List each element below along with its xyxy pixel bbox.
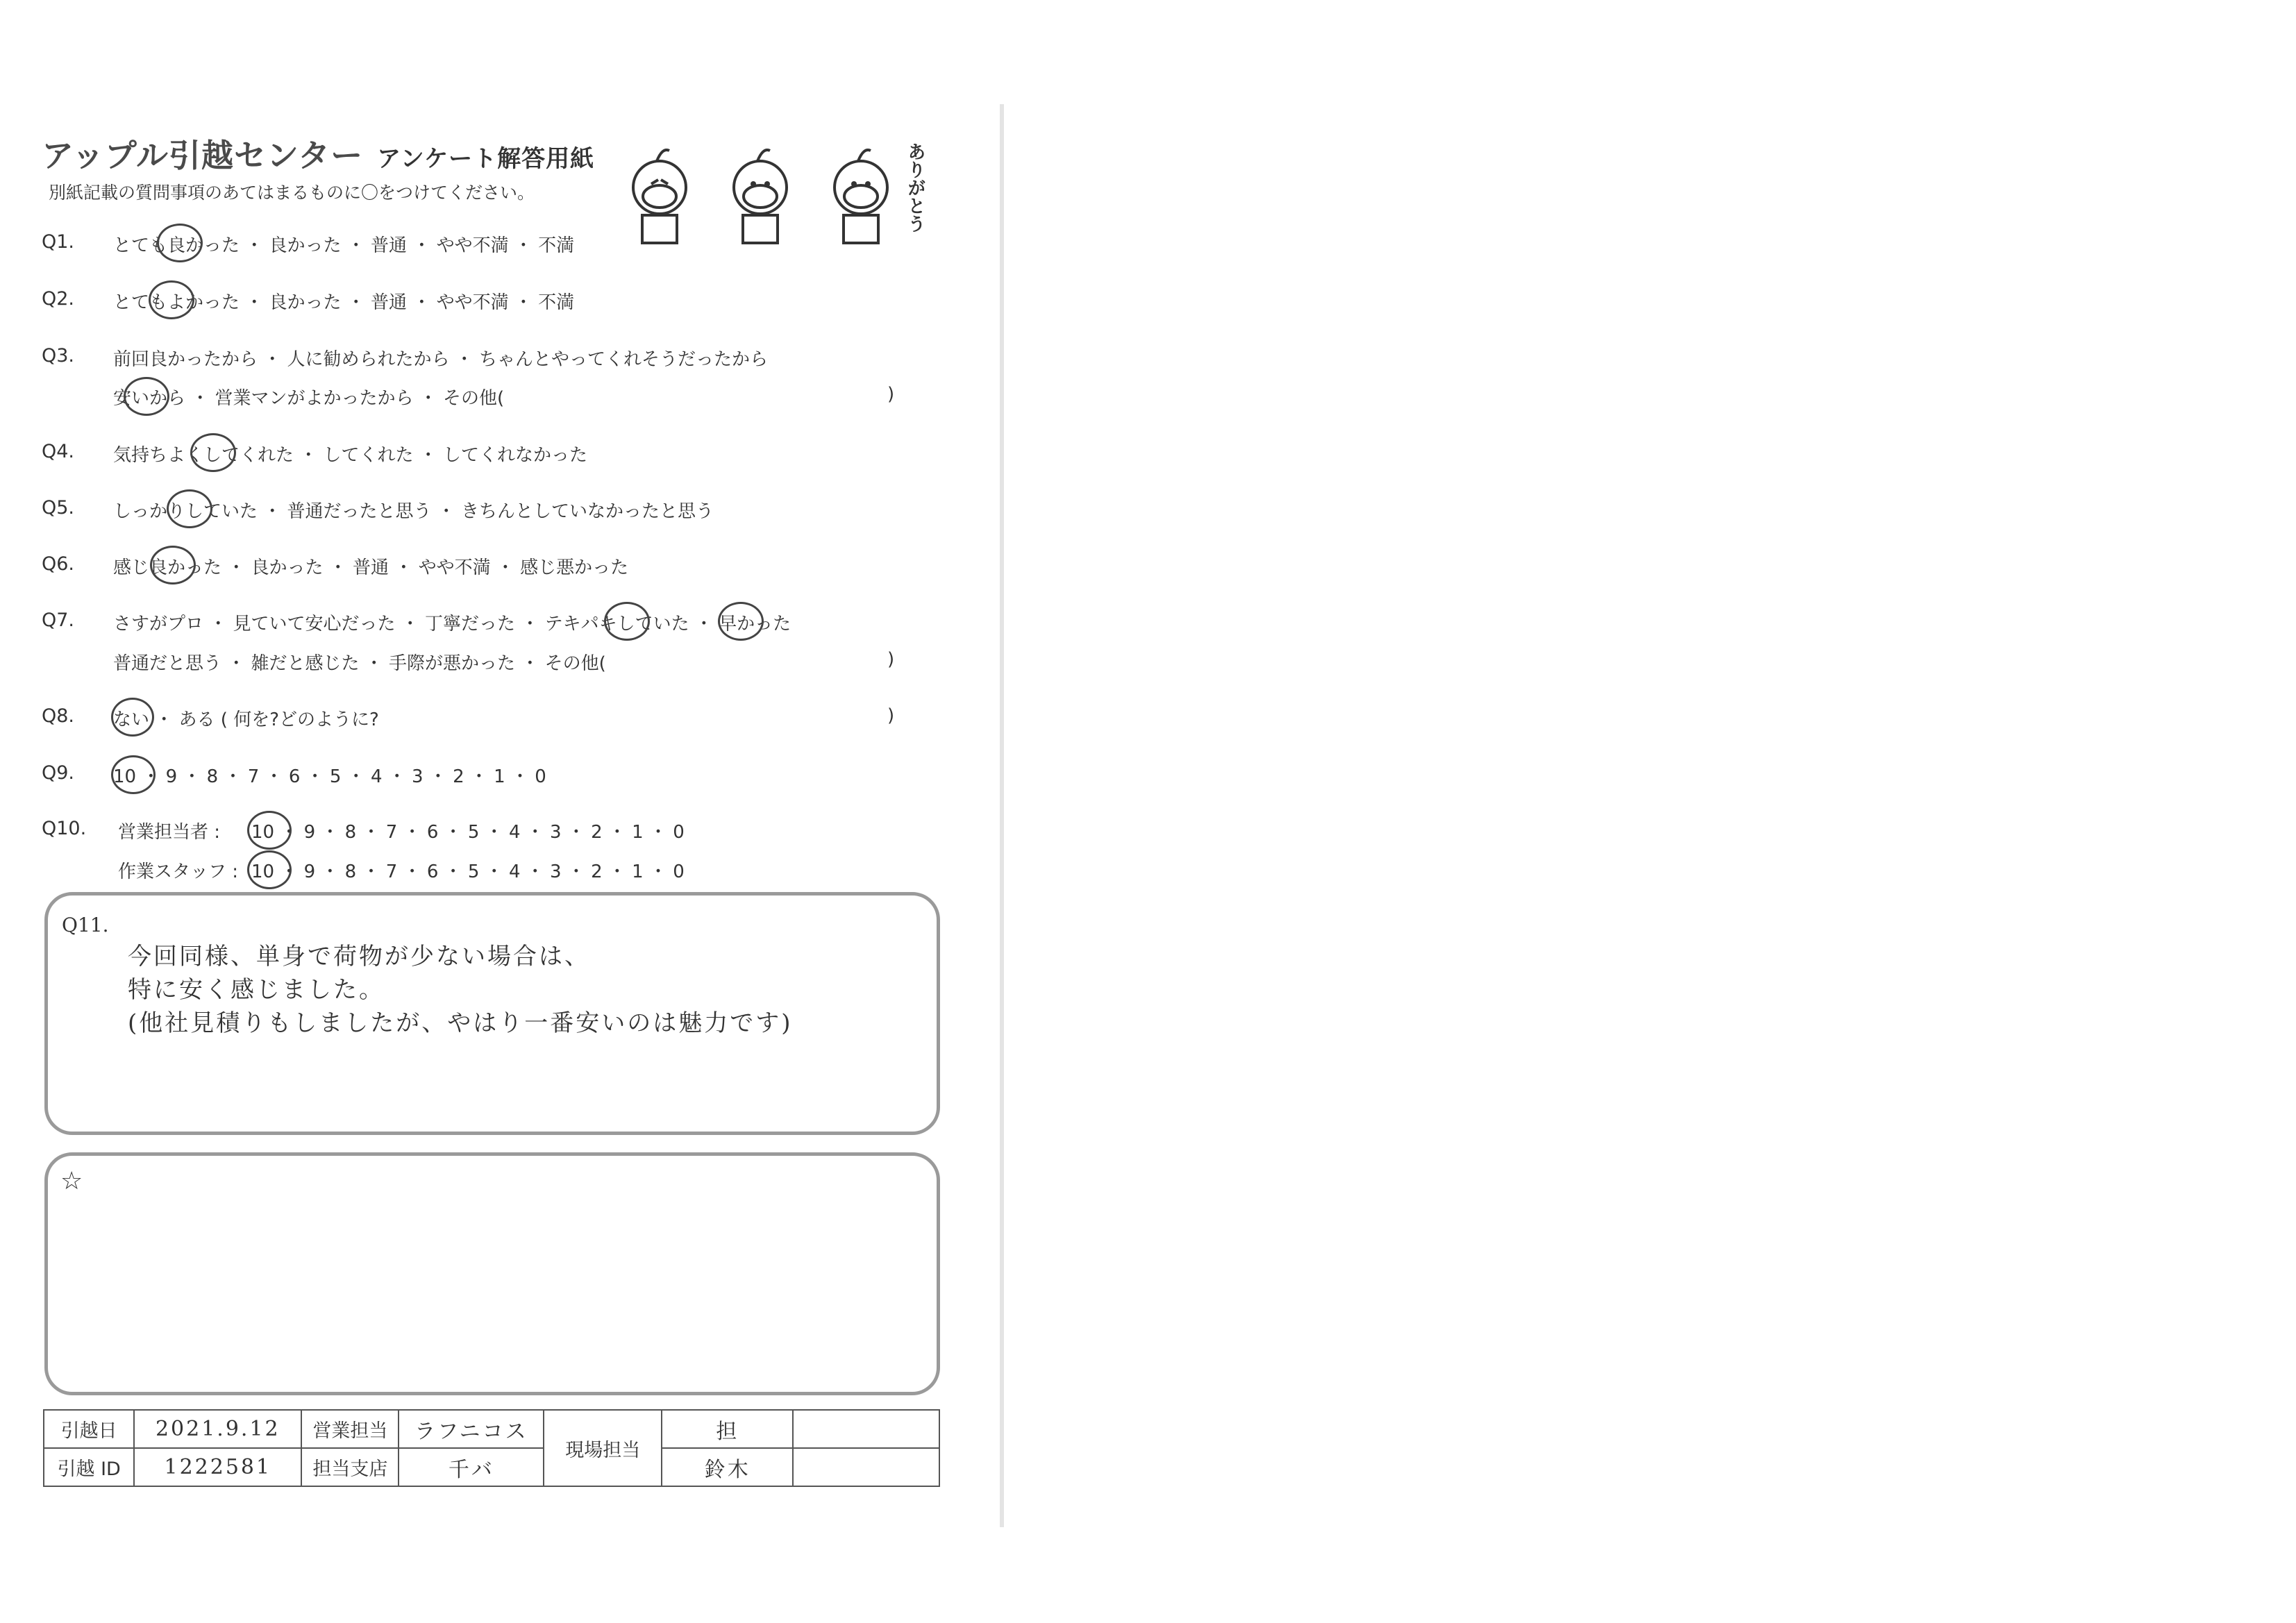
question-options: 普通だと思う ・ 雑だと感じた ・ 手際が悪かった ・ その他( bbox=[113, 653, 606, 674]
answer-circle bbox=[604, 602, 650, 641]
sub-question-label: 営業担当者 : bbox=[118, 822, 221, 843]
question-options: とてもよかった ・ 良かった ・ 普通 ・ やや不満 ・ 不満 bbox=[113, 292, 575, 313]
star-comment-box bbox=[44, 1152, 940, 1395]
form-header bbox=[42, 131, 594, 176]
form-subtitle: アンケート解答用紙 bbox=[377, 145, 595, 173]
question-label: Q9. bbox=[42, 762, 75, 784]
question-label: Q10. bbox=[42, 818, 87, 839]
answer-circle bbox=[190, 433, 236, 472]
instruction-text: 別紙記載の質問事項のあてはまるものに〇をつけてください。 bbox=[49, 183, 535, 203]
branch-name-value: 千バ bbox=[399, 1448, 544, 1486]
question-options: さすがプロ ・ 見ていて安心だった ・ 丁寧だった ・ テキパキしていた ・ 早かった bbox=[113, 614, 791, 634]
rating-scale: 10 ・ 9 ・ 8 ・ 7 ・ 6 ・ 5 ・ 4 ・ 3 ・ 2 ・ 1 ・ 0 bbox=[113, 766, 546, 787]
answer-circle bbox=[124, 377, 169, 416]
answer-circle bbox=[167, 489, 212, 528]
mascot-text: ありがとう bbox=[905, 142, 925, 233]
branch-label: 担当支店 bbox=[301, 1448, 399, 1486]
question-label: Q5. bbox=[42, 497, 75, 519]
question-label: Q4. bbox=[42, 441, 75, 462]
question-options: とても良かった ・ 良かった ・ 普通 ・ やや不満 ・ 不満 bbox=[113, 235, 575, 256]
question-options: 前回良かったから ・ 人に勧められたから ・ ちゃんとやってくれそうだったから bbox=[113, 349, 769, 370]
answer-circle bbox=[247, 850, 292, 889]
closing-paren: ) bbox=[887, 705, 895, 726]
answer-circle bbox=[247, 811, 292, 850]
answer-circle bbox=[111, 755, 156, 794]
q11-label: Q11. bbox=[62, 914, 109, 936]
site-label: 現場担当 bbox=[544, 1410, 662, 1486]
question-label: Q8. bbox=[42, 705, 75, 727]
monkey-mascot-icon bbox=[611, 135, 944, 260]
question-label: Q6. bbox=[42, 553, 75, 575]
question-options: 安いから ・ 営業マンがよかったから ・ その他( bbox=[113, 388, 505, 409]
question-label: Q1. bbox=[42, 231, 75, 253]
handwritten-comment-line: (他社見積りもしましたが、やはり一番安いのは魅力です) bbox=[128, 1009, 793, 1037]
sales-name-value: ラフニコス bbox=[399, 1410, 544, 1448]
handwritten-comment-line: 特に安く感じました。 bbox=[128, 976, 385, 1004]
sub-question-label: 作業スタッフ : bbox=[118, 861, 239, 882]
sales-label: 営業担当 bbox=[301, 1410, 399, 1448]
answer-circle bbox=[149, 280, 194, 319]
question-label: Q2. bbox=[42, 288, 75, 310]
sheet-edge bbox=[1000, 104, 1004, 1527]
site-staff-value: 鈴木 bbox=[662, 1448, 793, 1486]
site-staff-value: 担 bbox=[662, 1410, 793, 1448]
moving-date-label: 引越日 bbox=[44, 1410, 134, 1448]
moving-date-value: 2021.9.12 bbox=[134, 1410, 301, 1448]
answer-circle bbox=[111, 698, 154, 737]
moving-id-label: 引越 ID bbox=[44, 1448, 134, 1486]
moving-info-table bbox=[43, 1409, 940, 1487]
site-staff-empty bbox=[793, 1448, 939, 1486]
answer-circle bbox=[718, 602, 764, 641]
star-icon: ☆ bbox=[60, 1167, 83, 1195]
answer-circle bbox=[157, 224, 203, 262]
question-label: Q7. bbox=[42, 609, 75, 631]
question-options: 感じ良かった ・ 良かった ・ 普通 ・ やや不満 ・ 感じ悪かった bbox=[113, 557, 629, 578]
closing-paren: ) bbox=[887, 649, 895, 670]
moving-id-value: 1222581 bbox=[134, 1448, 301, 1486]
question-options: 気持ちよくしてくれた ・ してくれた ・ してくれなかった bbox=[113, 445, 588, 466]
site-staff-empty bbox=[793, 1410, 939, 1448]
rating-scale: 10 ・ 9 ・ 8 ・ 7 ・ 6 ・ 5 ・ 4 ・ 3 ・ 2 ・ 1 ・ 0 bbox=[251, 861, 685, 882]
handwritten-comment-line: 今回同様、単身で荷物が少ない場合は、 bbox=[128, 943, 590, 970]
closing-paren: ) bbox=[887, 384, 895, 405]
rating-scale: 10 ・ 9 ・ 8 ・ 7 ・ 6 ・ 5 ・ 4 ・ 3 ・ 2 ・ 1 ・ 0 bbox=[251, 822, 685, 843]
brand-title: アップル引越センター bbox=[42, 137, 364, 174]
question-options: ない ・ ある ( 何を?どのように? bbox=[113, 709, 379, 730]
question-label: Q3. bbox=[42, 345, 75, 367]
q11-comment-box bbox=[44, 892, 940, 1135]
question-options: しっかりしていた ・ 普通だったと思う ・ きちんとしていなかったと思う bbox=[113, 501, 714, 522]
answer-circle bbox=[150, 546, 196, 585]
